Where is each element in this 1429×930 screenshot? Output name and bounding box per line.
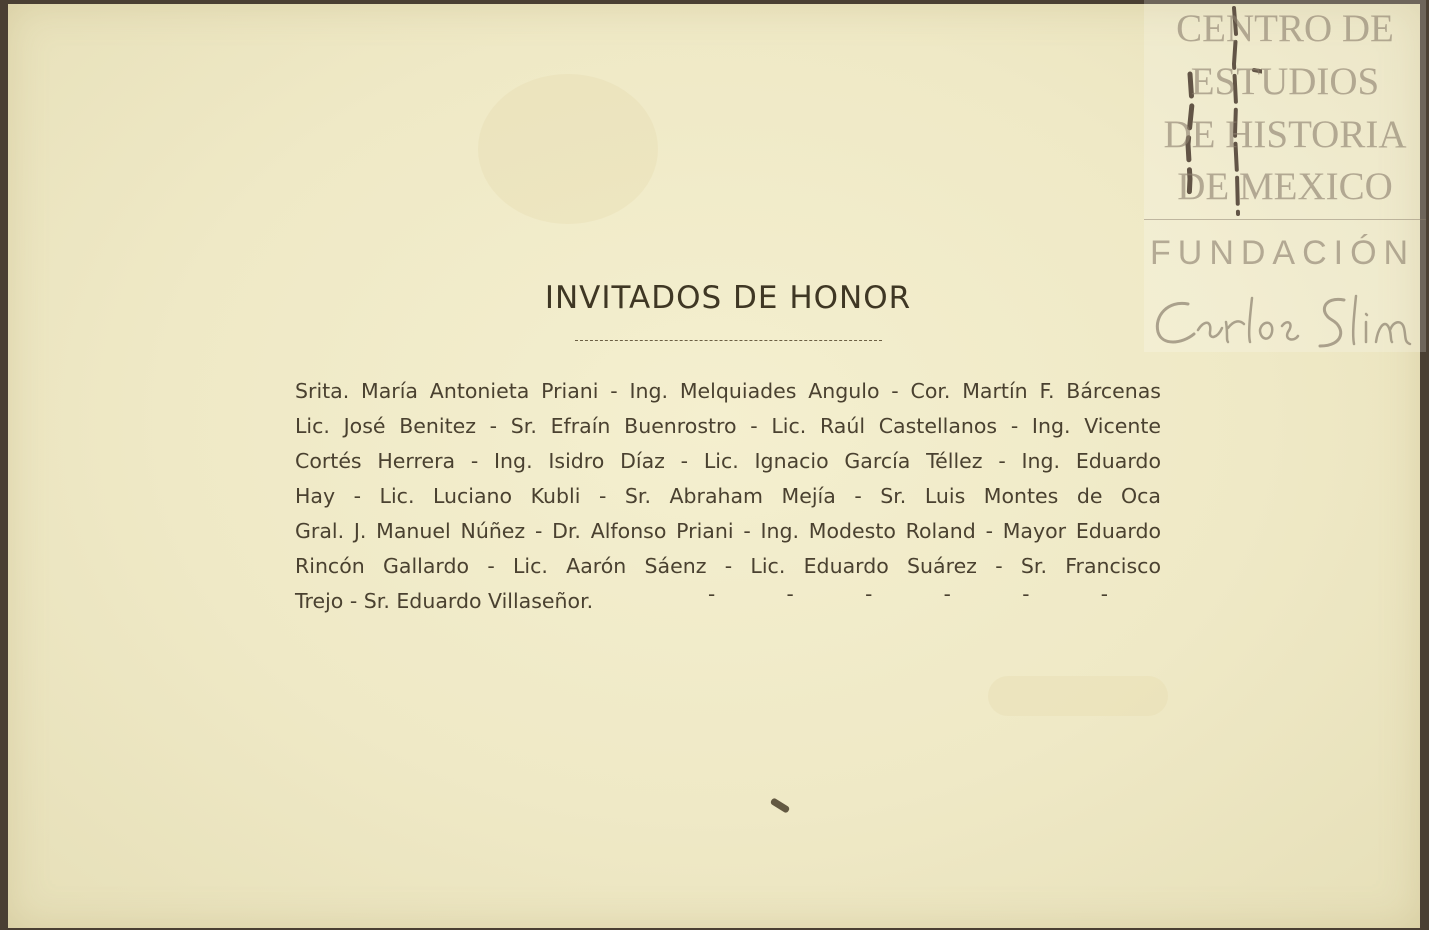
signature-logo	[1148, 290, 1424, 352]
watermark-divider	[1144, 219, 1426, 220]
watermark-line: CENTRO DE	[1176, 7, 1394, 50]
guest-line: Lic. José Benitez - Sr. Efraín Buenrostro - Lic. Raúl Castellanos - Ing. Vicente	[295, 414, 1161, 438]
watermark-foundation: FUNDACIÓN	[1150, 234, 1416, 272]
bleed-through-emblem	[478, 74, 658, 224]
page-title: INVITADOS DE HONOR	[544, 280, 912, 316]
dash-mark: -	[943, 582, 951, 606]
watermark-line: DE HISTORIA	[1163, 113, 1407, 156]
dash-mark: -	[1022, 582, 1030, 606]
dash-mark: -	[1100, 582, 1108, 606]
guest-line: Gral. J. Manuel Núñez - Dr. Alfonso Priani - Ing. Modesto Roland - Mayor Eduardo	[295, 519, 1161, 543]
trailing-dashes	[708, 582, 1108, 617]
guest-line: Hay - Lic. Luciano Kubli - Sr. Abraham Mejía - Sr. Luis Montes de Oca	[295, 484, 1161, 508]
dash-mark: -	[708, 582, 716, 606]
watermark-line: ESTUDIOS	[1190, 60, 1380, 103]
dash-mark: -	[786, 582, 794, 606]
guest-line: Trejo - Sr. Eduardo Villaseñor.	[295, 589, 594, 613]
title-divider	[575, 340, 882, 341]
archive-watermark	[1144, 0, 1426, 352]
dash-mark: -	[865, 582, 873, 606]
guest-line: Rincón Gallardo - Lic. Aarón Sáenz - Lic. Eduardo Suárez - Sr. Francisco	[295, 554, 1161, 578]
watermark-line: DE MEXICO	[1177, 165, 1393, 208]
guest-line: Cortés Herrera - Ing. Isidro Díaz - Lic. Ignacio García Téllez - Ing. Eduardo	[295, 449, 1161, 473]
guest-line: Srita. María Antonieta Priani - Ing. Melquiades Angulo - Cor. Martín F. Bárcenas	[295, 379, 1161, 403]
bleed-through-mark	[988, 676, 1168, 716]
ink-smudge	[770, 797, 791, 814]
